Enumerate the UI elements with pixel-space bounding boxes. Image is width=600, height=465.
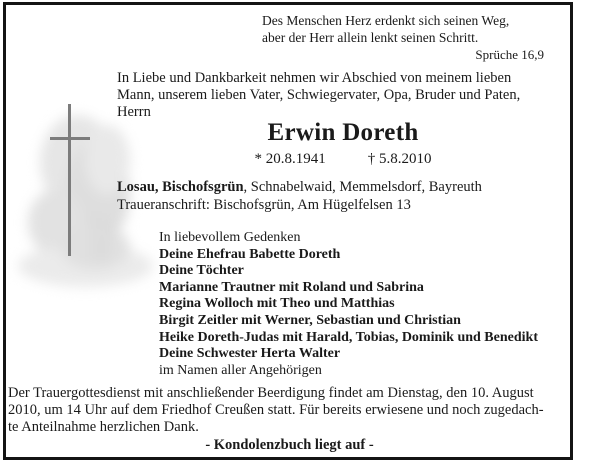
memorial-cross-icon — [68, 104, 71, 256]
funeral-line: te Anteilnahme herzlichen Dank. — [8, 419, 199, 435]
residence-block — [117, 179, 482, 214]
verse-line: Des Menschen Herz erdenkt sich seinen Weg, — [262, 13, 510, 28]
verse-line: aber der Herr allein lenkt seinen Schritt. — [262, 29, 479, 45]
funeral-line: Der Trauergottesdienst mit anschließender Beerdigung findet am Dienstag, den 10. August — [8, 385, 534, 401]
mourner-line: Heike Doreth-Judas mit Harald, Tobias, Dominik und Benedikt — [159, 329, 538, 345]
places-rest: , Schnabelwaid, Memmelsdorf, Bayreuth — [243, 179, 482, 195]
life-dates — [117, 151, 569, 168]
mourner-line: Deine Schwester Herta Walter — [159, 346, 341, 362]
mourners-block — [159, 230, 538, 379]
intro-line: Mann, unserem lieben Vater, Schwiegervater, Opa, Bruder und Paten, — [117, 87, 521, 103]
mourner-line: Deine Ehefrau Babette Doreth — [159, 246, 341, 262]
places-bold: Losau, Bischofsgrün — [117, 179, 244, 195]
mourner-line: Birgit Zeitler mit Werner, Sebastian und Christian — [159, 312, 461, 328]
places-line — [117, 179, 482, 197]
birth-date: * 20.8.1941 — [254, 151, 326, 167]
intro-line: Herrn — [117, 104, 151, 120]
funeral-line: 2010, um 14 Uhr auf dem Friedhof Creußen statt. Für bereits erwiesene und noch zugedach- — [8, 402, 544, 418]
tree-trunk — [95, 215, 97, 260]
memorial-cross-icon — [50, 137, 90, 140]
memorial-closing: im Namen aller Angehörigen — [159, 362, 322, 378]
bible-verse — [262, 13, 544, 64]
verse-attribution: Sprüche 16,9 — [475, 47, 544, 62]
intro-paragraph — [117, 70, 520, 121]
condolence-book-note: - Kondolenzbuch liegt auf - — [205, 437, 374, 453]
deceased-name: Erwin Doreth — [267, 119, 419, 146]
mourner-line: Regina Wolloch mit Theo und Matthias — [159, 296, 395, 312]
mourner-line: Deine Töchter — [159, 263, 244, 279]
memorial-heading: In liebevollem Gedenken — [159, 230, 301, 245]
funeral-info-paragraph — [8, 385, 571, 454]
mourner-line: Marianne Trautner mit Roland und Sabrina — [159, 279, 424, 295]
intro-line: In Liebe und Dankbarkeit nehmen wir Abschied von meinem lieben — [117, 70, 512, 86]
death-date: † 5.8.2010 — [367, 151, 432, 167]
mourning-address: Traueranschrift: Bischofsgrün, Am Hügelfelsen 13 — [117, 196, 411, 213]
